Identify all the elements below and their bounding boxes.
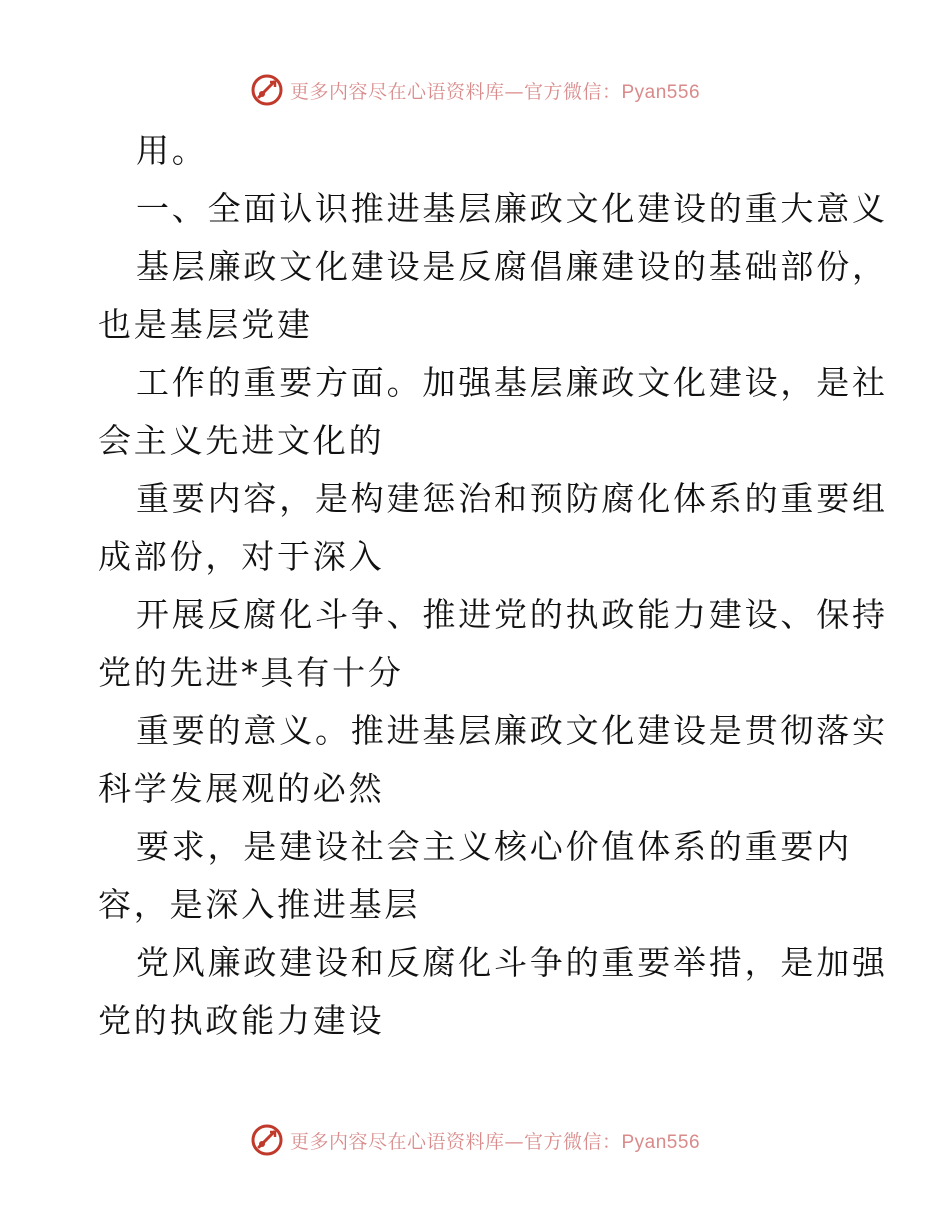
wechat-label: 官方微信：: [523, 1130, 622, 1153]
wechat-id: Pyan556: [621, 1131, 701, 1153]
text-line: 开展反腐化斗争、推进党的执政能力建设、保持: [136, 595, 888, 634]
text-line: 要求，是建设社会主义核心价值体系的重要内: [136, 827, 852, 866]
document-body: [98, 122, 888, 1050]
text-line: 基层廉政文化建设是反腐倡廉建设的基础部份，: [136, 247, 888, 286]
site-text: 更多内容尽在心语资料库: [289, 80, 505, 103]
site-text: 更多内容尽在心语资料库: [289, 1130, 505, 1153]
text-line: 也是基层党建: [98, 305, 313, 344]
text-line: 工作的重要方面。加强基层廉政文化建设，是社: [136, 363, 888, 402]
separator: —: [504, 80, 524, 103]
text-line: 成部份，对于深入: [98, 537, 385, 576]
logo-icon: [250, 1123, 284, 1157]
text-line: 重要的意义。推进基层廉政文化建设是贯彻落实: [136, 711, 888, 750]
separator: —: [504, 1130, 524, 1153]
text-line: 重要内容，是构建惩治和预防腐化体系的重要组: [136, 479, 888, 518]
header-banner: [0, 70, 950, 110]
banner-text: [290, 1127, 700, 1154]
wechat-id: Pyan556: [621, 81, 701, 103]
text-line: 党风廉政建设和反腐化斗争的重要举措，是加强: [136, 943, 888, 982]
text-line: 党的先进*具有十分: [98, 653, 404, 692]
banner-text: [290, 77, 700, 104]
wechat-label: 官方微信：: [523, 80, 622, 103]
text-line: 会主义先进文化的: [98, 421, 385, 460]
logo-icon: [250, 73, 284, 107]
text-line: 容，是深入推进基层: [98, 885, 421, 924]
text-line: 用。: [136, 131, 208, 170]
footer-banner: [0, 1120, 950, 1160]
text-line: 党的执政能力建设: [98, 1001, 385, 1040]
text-line: 科学发展观的必然: [98, 769, 385, 808]
text-line: 一、全面认识推进基层廉政文化建设的重大意义: [136, 189, 888, 228]
